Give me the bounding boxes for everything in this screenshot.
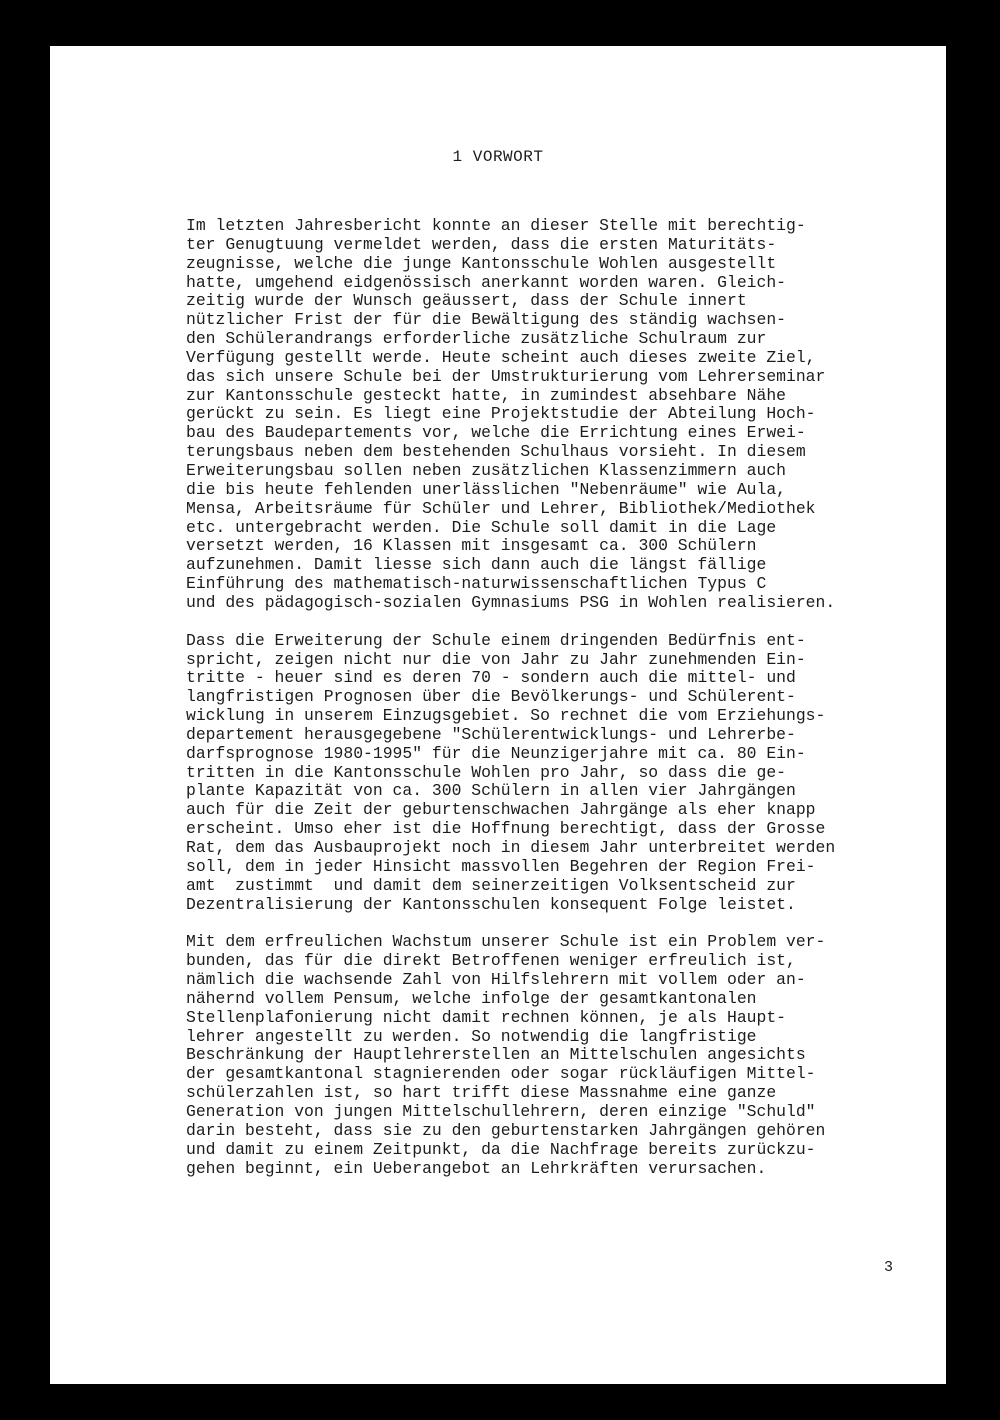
text-line: zeugnisse, welche die junge Kantonsschule Wohlen ausgestellt xyxy=(186,253,777,273)
text-line: nähernd vollem Pensum, welche infolge der gesamtkantonalen xyxy=(186,988,757,1008)
text-line: langfristigen Prognosen über die Bevölkerungs- und Schülerent- xyxy=(186,687,796,707)
text-line: schülerzahlen ist, so hart trifft diese Massnahme eine ganze xyxy=(186,1083,777,1103)
text-line: Dezentralisierung der Kantonsschulen konsequent Folge leistet. xyxy=(186,894,796,914)
text-line: Im letzten Jahresbericht konnte an dieser Stelle mit berechtig- xyxy=(186,216,806,235)
text-line: der gesamtkantonal stagnierenden oder sogar rückläufigen Mittel- xyxy=(186,1064,816,1084)
paragraph-3 xyxy=(186,933,926,1178)
text-line: Erweiterungsbau sollen neben zusätzlichen Klassenzimmern auch xyxy=(186,460,786,480)
text-line: erscheint. Umso eher ist die Hoffnung berechtigt, dass der Grosse xyxy=(186,819,826,839)
text-line: bau des Baudepartements vor, welche die Errichtung eines Erwei- xyxy=(186,423,806,443)
text-line: Rat, dem das Ausbauprojekt noch in diesem Jahr unterbreitet werden xyxy=(186,838,836,857)
text-line: das sich unsere Schule bei der Umstrukturierung vom Lehrerseminar xyxy=(186,366,826,386)
text-line: bunden, das für die direkt Betroffenen weniger erfreulich ist, xyxy=(186,951,796,971)
text-line: hatte, umgehend eidgenössisch anerkannt worden waren. Gleich- xyxy=(186,272,786,292)
text-line: zeitig wurde der Wunsch geäussert, dass der Schule innert xyxy=(186,291,747,311)
text-line: Einführung des mathematisch-naturwissenschaftlichen Typus C xyxy=(186,574,767,594)
text-line: Generation von jungen Mittelschullehrern, deren einzige "Schuld" xyxy=(186,1101,816,1121)
text-line: nämlich die wachsende Zahl von Hilfslehrern mit vollem oder an- xyxy=(186,970,806,990)
text-line: und des pädagogisch-sozialen Gymnasiums PSG in Wohlen realisieren. xyxy=(186,592,836,612)
paragraph-1 xyxy=(186,217,926,613)
text-line: terungsbaus neben dem bestehenden Schulhaus vorsieht. In diesem xyxy=(186,442,806,462)
text-line: tritten in die Kantonsschule Wohlen pro Jahr, so dass die ge- xyxy=(186,762,786,782)
text-line: darin besteht, dass sie zu den geburtenstarken Jahrgängen gehören xyxy=(186,1120,826,1140)
text-line: gerückt zu sein. Es liegt eine Projektstudie der Abteilung Hoch- xyxy=(186,404,816,424)
paragraph-2 xyxy=(186,632,926,915)
text-line: lehrer angestellt zu werden. So notwendig die langfristige xyxy=(186,1026,757,1046)
text-line: gehen beginnt, ein Ueberangebot an Lehrkräften verursachen. xyxy=(186,1158,767,1178)
text-line: spricht, zeigen nicht nur die von Jahr zu Jahr zunehmenden Ein- xyxy=(186,649,806,669)
page-number: 3 xyxy=(883,1259,893,1276)
text-line: tritte - heuer sind es deren 70 - sondern auch die mittel- und xyxy=(186,668,796,688)
text-line: und damit zu einem Zeitpunkt, da die Nachfrage bereits zurückzu- xyxy=(186,1139,816,1159)
text-line: versetzt werden, 16 Klassen mit insgesamt ca. 300 Schülern xyxy=(186,536,757,556)
document-page xyxy=(50,46,946,1384)
text-line: Verfügung gestellt werde. Heute scheint auch dieses zweite Ziel, xyxy=(186,347,816,367)
text-line: etc. untergebracht werden. Die Schule soll damit in die Lage xyxy=(186,517,777,537)
text-line: auch für die Zeit der geburtenschwachen Jahrgänge als eher knapp xyxy=(186,800,816,820)
text-line: Mit dem erfreulichen Wachstum unserer Schule ist ein Problem ver- xyxy=(186,932,826,952)
text-line: Dass die Erweiterung der Schule einem dringenden Bedürfnis ent- xyxy=(186,630,806,650)
text-line: Mensa, Arbeitsräume für Schüler und Lehrer, Bibliothek/Mediothek xyxy=(186,498,816,518)
text-line: wicklung in unserem Einzugsgebiet. So rechnet die vom Erziehungs- xyxy=(186,706,826,726)
text-line: departement herausgegebene "Schülerentwicklungs- und Lehrerbe- xyxy=(186,724,796,744)
text-line: Beschränkung der Hauptlehrerstellen an Mittelschulen angesichts xyxy=(186,1045,806,1065)
section-heading: 1 VORWORT xyxy=(452,148,544,166)
text-line: die bis heute fehlenden unerlässlichen "Nebenräume" wie Aula, xyxy=(186,479,786,499)
text-line: zur Kantonsschule gesteckt hatte, in zumindest absehbare Nähe xyxy=(186,385,786,405)
text-line: Stellenplafonierung nicht damit rechnen können, je als Haupt- xyxy=(186,1007,786,1027)
text-line: plante Kapazität von ca. 300 Schülern in allen vier Jahrgängen xyxy=(186,781,796,801)
text-line: den Schülerandrangs erforderliche zusätzliche Schulraum zur xyxy=(186,329,767,349)
text-line: ter Genugtuung vermeldet werden, dass die ersten Maturitäts- xyxy=(186,234,777,254)
text-line: nützlicher Frist der für die Bewältigung des ständig wachsen- xyxy=(186,310,786,330)
text-line: darfsprognose 1980-1995" für die Neunzigerjahre mit ca. 80 Ein- xyxy=(186,743,806,763)
text-line: amt zustimmt und damit dem seinerzeitigen Volksentscheid zur xyxy=(186,875,796,895)
text-line: soll, dem in jeder Hinsicht massvollen Begehren der Region Frei- xyxy=(186,856,816,876)
body-text xyxy=(186,217,926,1178)
text-line: aufzunehmen. Damit liesse sich dann auch die längst fällige xyxy=(186,555,767,575)
